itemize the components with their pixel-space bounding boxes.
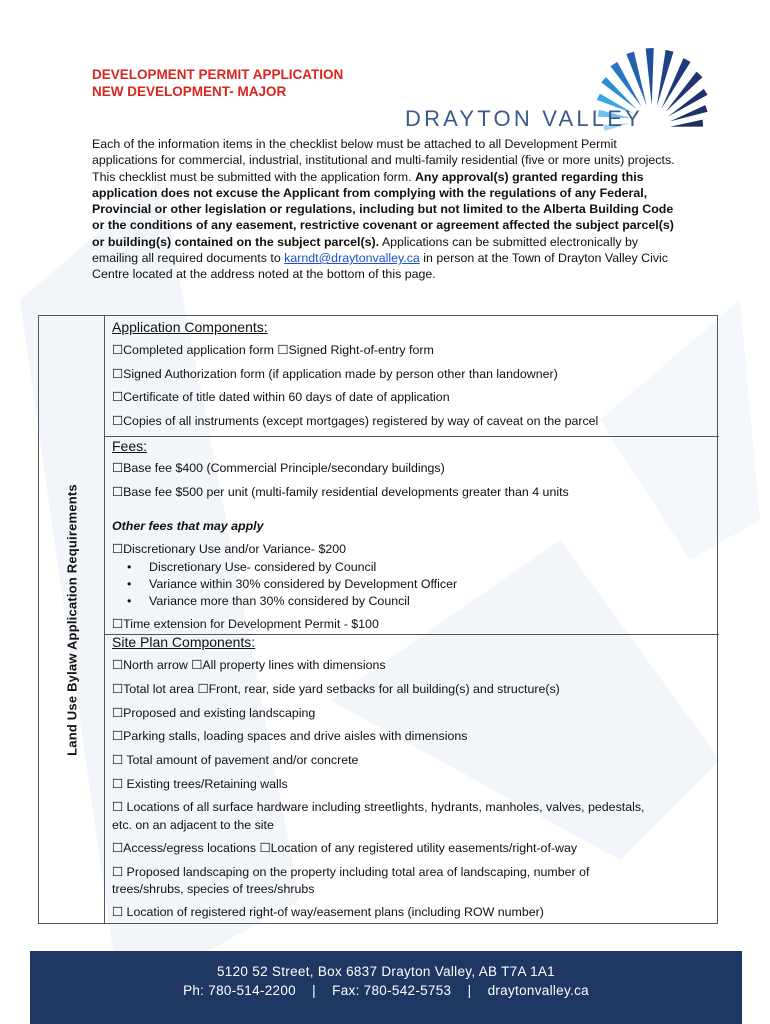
- footer-bar: [30, 951, 742, 1024]
- drayton-valley-logo: [405, 30, 745, 150]
- checklist-item-continuation: etc. on an adjacent to the site: [112, 818, 274, 832]
- footer-contacts: [30, 983, 742, 998]
- intro-text-bold: Any approval(s) granted regarding this application does not excuse the Applicant from complying with the regulations of any Federal, Provincial or other legislation or regulations, including but not limited to the Alberta Building Code or the conditions of any easement, restrictive covenant or agreement affected the subject parcel(s) or building(s) contained on the subject parcel(s).: [92, 169, 674, 249]
- site-plan-heading: Site Plan Components:: [112, 634, 256, 650]
- logo-wordmark: DRAYTON VALLEY: [405, 106, 643, 131]
- email-link[interactable]: karndt@draytonvalley.ca: [284, 251, 420, 266]
- intro-text-b: Applications can be submitted electronically by emailing all required documents to: [92, 234, 639, 266]
- other-fees-heading: Other fees that may apply: [112, 519, 264, 533]
- document-title: [92, 66, 343, 100]
- fees-heading: Fees:: [112, 438, 148, 454]
- footer-website[interactable]: draytonvalley.ca: [487, 983, 589, 998]
- footer-separator: |: [312, 983, 316, 998]
- side-column: [39, 316, 105, 923]
- checklist-item[interactable]: ☐Access/egress locations ☐Location of any registered utility easements/right-of-way: [112, 841, 578, 855]
- checklist-item[interactable]: ☐ Total amount of pavement and/or concrete: [112, 753, 359, 767]
- checklist-item[interactable]: ☐ Locations of all surface hardware including streetlights, hydrants, manholes, valves, pedestals,: [112, 800, 645, 814]
- checklist-item[interactable]: ☐Base fee $500 per unit (multi-family residential developments greater than 4 units: [112, 485, 569, 499]
- footer-phone: Ph: 780-514-2200: [183, 983, 296, 998]
- checklist-item[interactable]: ☐Base fee $400 (Commercial Principle/secondary buildings): [112, 461, 445, 475]
- checklist-item[interactable]: ☐Time extension for Development Permit - $100: [112, 617, 379, 631]
- intro-text-c: in person at the Town of Drayton Valley Civic Centre located at the address noted at the bottom of this page.: [92, 251, 668, 282]
- footer-address: 5120 52 Street, Box 6837 Drayton Valley, AB T7A 1A1: [216, 964, 555, 979]
- site-plan-section: [105, 635, 719, 923]
- checklist-item[interactable]: ☐North arrow ☐All property lines with dimensions: [112, 658, 386, 672]
- footer-separator: |: [467, 983, 472, 998]
- application-components-section: [105, 316, 719, 437]
- fees-section: [105, 437, 719, 635]
- checklist-item[interactable]: ☐Parking stalls, loading spaces and drive aisles with dimensions: [112, 729, 468, 743]
- intro-paragraph: [92, 136, 684, 283]
- side-label: Land Use Bylaw Application Requirements: [64, 484, 80, 756]
- title-line-1: DEVELOPMENT PERMIT APPLICATION: [92, 67, 344, 82]
- checklist-item[interactable]: ☐ Existing trees/Retaining walls: [112, 777, 288, 791]
- checklist-item-continuation: trees/shrubs, species of trees/shrubs: [112, 882, 315, 896]
- requirements-table: [38, 315, 718, 924]
- checklist-item[interactable]: ☐ Location of registered right-of way/easement plans (including ROW number): [112, 905, 544, 919]
- footer-fax: Fax: 780-542-5753: [332, 983, 452, 998]
- bullet-item: • Variance within 30% considered by Development Officer: [131, 577, 457, 592]
- checklist-item[interactable]: ☐Copies of all instruments (except mortgages) registered by way of caveat on the parcel: [112, 414, 599, 428]
- checklist-item[interactable]: ☐Total lot area ☐Front, rear, side yard setbacks for all building(s) and structure(s): [112, 682, 560, 696]
- bullet-item: • Discretionary Use- considered by Council: [131, 560, 376, 575]
- intro-text-a: Each of the information items in the checklist below must be attached to all Development Permit applications for commercial, industrial, institutional and multi-family residential (five or more units) projects. This checklist must be submitted with the application form.: [92, 137, 675, 184]
- checklist-item[interactable]: ☐Signed Authorization form (if application made by person other than landowner): [112, 367, 558, 381]
- checklist-item[interactable]: ☐Discretionary Use and/or Variance- $200: [112, 542, 347, 556]
- application-heading: Application Components:: [112, 319, 268, 335]
- bullet-item: • Variance more than 30% considered by Council: [131, 594, 410, 609]
- checklist-item[interactable]: ☐ Proposed landscaping on the property including total area of landscaping, number of: [112, 865, 590, 879]
- checklist-item[interactable]: ☐Certificate of title dated within 60 days of date of application: [112, 390, 450, 404]
- checklist-item[interactable]: ☐Completed application form ☐Signed Right-of-entry form: [112, 343, 434, 357]
- title-line-2: NEW DEVELOPMENT- MAJOR: [92, 84, 287, 99]
- checklist-item[interactable]: ☐Proposed and existing landscaping: [112, 706, 316, 720]
